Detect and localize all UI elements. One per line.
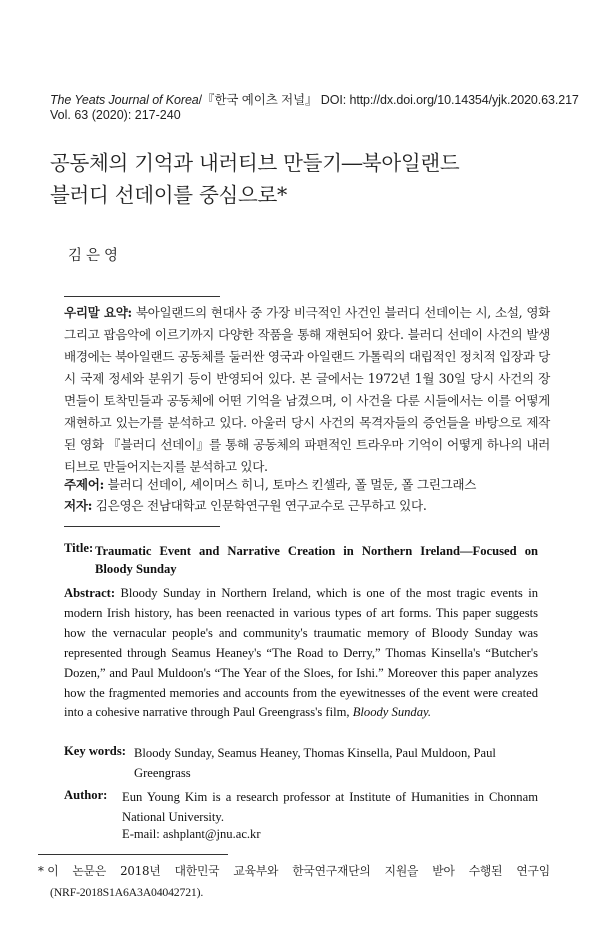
volume-info: Vol. 63 (2020): 217-240 bbox=[50, 108, 181, 122]
english-author-info: Eun Young Kim is a research professor at Institute of Humanities in Chonnam National University. bbox=[122, 790, 538, 824]
korean-author-text: 김은영은 전남대학교 인문학연구원 연구교수로 근무하고 있다. bbox=[92, 498, 427, 513]
footnote bbox=[38, 861, 550, 903]
abstract-period: . bbox=[427, 705, 432, 720]
author-name: 김은영 bbox=[68, 248, 123, 264]
footnote-word: 지원을 bbox=[384, 864, 419, 878]
english-keywords: Bloody Sunday, Seamus Heaney, Thomas Kinsella, Paul Muldoon, Paul Greengrass bbox=[134, 746, 496, 780]
journal-name-ko: /『한국 예이츠 저널』 bbox=[198, 93, 318, 107]
english-title-label: Title: bbox=[64, 541, 94, 555]
english-abstract-label: Abstract: bbox=[64, 586, 116, 600]
divider-middle bbox=[64, 526, 220, 527]
paper-title bbox=[50, 147, 550, 211]
footnote-word: 한국연구재단의 bbox=[292, 864, 371, 878]
english-abstract-text: Bloody Sunday in Northern Ireland, which is one of the most tragic events in modern Irish history, has been reenacted in various types of art forms. This paper suggests how the vernacular people's and community's traumatic memory of Bloody Sunday was represented through Seamus Heaney's “The Road to Derry,” Thomas Kinsella's “Butcher's Dozen,” and Paul Muldoon's “The Year of the Sloes, for Ishi.” Moreover this paper analyzes how the fragmented memories and accounts from the eyewitnesses of the event were created into a cohesive narrative through Paul Greengrass's film, bbox=[64, 586, 538, 720]
english-title-line-1: Traumatic Event and Narrative Creation in Northern Ireland―Focused on bbox=[95, 544, 538, 558]
film-title: Bloody Sunday bbox=[352, 705, 428, 720]
english-keywords-label: Key words: bbox=[64, 744, 126, 758]
korean-keywords bbox=[64, 474, 550, 495]
author-email[interactable]: E-mail: ashplant@jnu.ac.kr bbox=[122, 827, 261, 841]
footnote-grant-number: (NRF-2018S1A6A3A04042721). bbox=[50, 885, 204, 899]
english-author-label: Author: bbox=[64, 788, 108, 802]
korean-keywords-label: 주제어: bbox=[64, 477, 104, 492]
korean-author-label: 저자: bbox=[64, 498, 93, 513]
footnote-divider bbox=[38, 854, 228, 855]
footnote-line-1 bbox=[38, 861, 550, 882]
title-line-2: 블러디 선데이를 중심으로* bbox=[50, 183, 287, 207]
korean-keywords-text: 블러디 선데이, 셰이머스 히니, 토마스 킨셀라, 폴 멀둔, 폴 그린그래스 bbox=[103, 477, 477, 492]
journal-citation bbox=[50, 90, 579, 108]
footnote-word: 수행된 bbox=[468, 864, 503, 878]
title-line-1: 공동체의 기억과 내러티브 만들기―북아일랜드 bbox=[50, 151, 460, 175]
korean-author-info bbox=[64, 495, 550, 516]
divider-top bbox=[64, 296, 220, 297]
footnote-word: 대한민국 bbox=[174, 864, 220, 878]
journal-name-en: The Yeats Journal of Korea bbox=[50, 93, 199, 107]
korean-abstract bbox=[64, 302, 550, 478]
korean-abstract-label: 우리말 요약: bbox=[64, 305, 132, 320]
footnote-word: 2018년 bbox=[120, 864, 161, 878]
english-abstract bbox=[64, 584, 538, 723]
doi-link[interactable]: DOI: http://dx.doi.org/10.14354/yjk.2020.63.217 bbox=[317, 93, 579, 107]
footnote-word: 교육부와 bbox=[233, 864, 279, 878]
footnote-word: 받아 bbox=[432, 864, 455, 878]
korean-abstract-text: 북아일랜드의 현대사 중 가장 비극적인 사건인 블러디 선데이는 시, 소설, 영화 그리고 팝음악에 이르기까지 다양한 작품을 통해 재현되어 왔다. 블러디 선데이 사건의 발생 배경에는 북아일랜드 공동체를 둘러싼 영국과 아일랜드 가톨릭의 대립적인 정치적 입장과 당시 국제 정세와 분위기 등이 반영되어 있다. 본 글에서는 1972년 1월 30일 당시 사건의 장면들이 토착민들과 공동체에 어떤 기억을 남겼으며, 이 사건을 다룬 시들에서는 이를 어떻게 재현하고 있는가를 분석하고 있다. 아울러 당시 사건의 목격자들의 증언들을 바탕으로 제작된 영화 『블러디 선데이』를 통해 공동체의 파편적인 트라우마 기억이 어떻게 하나의 내러티브로 만들어지는지를 분석하고 있다. bbox=[64, 305, 550, 474]
footnote-word: 연구임 bbox=[516, 864, 550, 878]
footnote-word: 논문은 bbox=[72, 864, 107, 878]
english-title-line-2: Bloody Sunday bbox=[95, 562, 177, 576]
footnote-marker: * 이 bbox=[38, 864, 59, 878]
